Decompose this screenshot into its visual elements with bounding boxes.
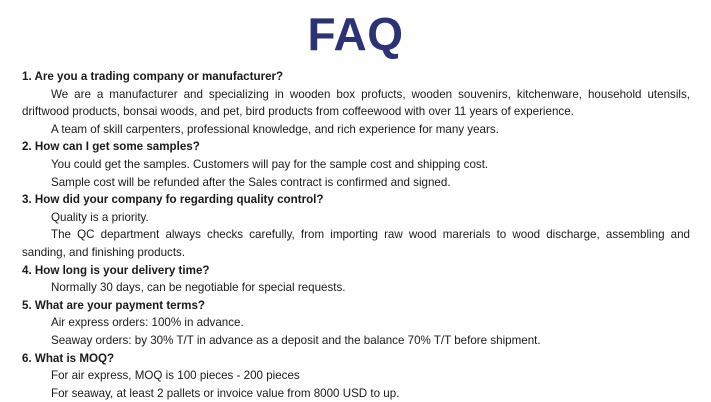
faq-answer-6-2: For seaway, at least 2 pallets or invoice value from 8000 USD to up.	[22, 385, 690, 402]
faq-answer-5-1: Air express orders: 100% in advance.	[22, 314, 690, 332]
faq-item-3	[22, 191, 690, 261]
faq-question-6: 6. What is MOQ?	[22, 350, 690, 368]
faq-question-1: 1. Are you a trading company or manufacturer?	[22, 68, 690, 86]
faq-answer-5-2: Seaway orders: by 30% T/T in advance as a deposit and the balance 70% T/T before shipment.	[22, 332, 690, 350]
faq-answer-4-1: Normally 30 days, can be negotiable for special requests.	[22, 279, 690, 297]
faq-item-5	[22, 297, 690, 350]
faq-answer-2-1: You could get the samples. Customers will pay for the sample cost and shipping cost.	[22, 156, 690, 174]
faq-answer-3-1: Quality is a priority.	[22, 209, 690, 227]
faq-item-1	[22, 68, 690, 138]
faq-question-4: 4. How long is your delivery time?	[22, 262, 690, 280]
faq-answer-6-1: For air express, MOQ is 100 pieces - 200 pieces	[22, 367, 690, 385]
faq-answer-1-1: We are a manufacturer and specializing in wooden box profucts, wooden souvenirs, kitchenware, household utensils, driftwood products, bonsai woods, and pet, bird products from coffeewood with over 11 years of experience.	[22, 86, 690, 121]
faq-question-2: 2. How can I get some samples?	[22, 138, 690, 156]
faq-item-6	[22, 350, 690, 402]
faq-item-2	[22, 138, 690, 191]
faq-question-3: 3. How did your company fo regarding quality control?	[22, 191, 690, 209]
faq-item-4	[22, 262, 690, 297]
faq-answer-3-2: The QC department always checks carefully, from importing raw wood marerials to wood discharge, assembling and sanding, and finishing products.	[22, 226, 690, 261]
faq-answer-2-2: Sample cost will be refunded after the Sales contract is confirmed and signed.	[22, 174, 690, 192]
faq-question-5: 5. What are your payment terms?	[22, 297, 690, 315]
faq-list	[22, 68, 690, 402]
faq-answer-1-2: A team of skill carpenters, professional knowledge, and rich experience for many years.	[22, 121, 690, 139]
page-title: FAQ	[0, 6, 711, 62]
